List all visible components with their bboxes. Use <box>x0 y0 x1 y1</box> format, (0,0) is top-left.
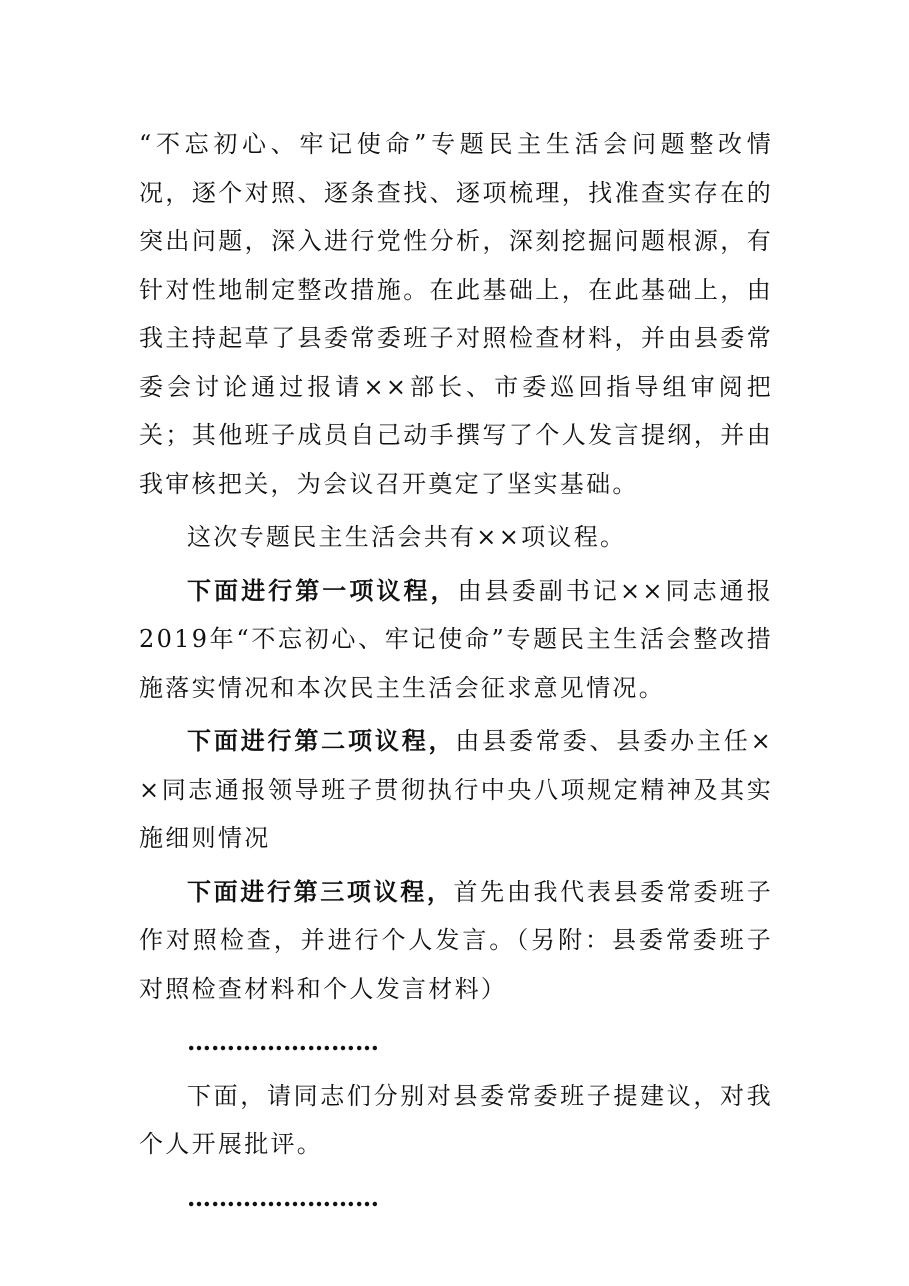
paragraph-agenda-item-1 <box>139 567 773 713</box>
paragraph-intro: “不忘初心、牢记使命”专题民主生活会问题整改情况，逐个对照、逐条查找、逐项梳理，找准查实存在的突出问题，深入进行党性分析，深刻挖掘问题根源，有针对性地制定整改措施。在此基础上，在此基础上，由我主持起草了县委常委班子对照检查材料，并由县委常委会讨论通过报请××部长、市委巡回指导组审阅把关；其他班子成员自己动手撰写了个人发言提纲，并由我审核把关，为会议召开奠定了坚实基础。 <box>139 130 773 498</box>
document-body <box>139 120 773 1227</box>
agenda-item-3-heading: 下面进行第三项议程， <box>187 876 454 906</box>
agenda-item-2-heading: 下面进行第二项议程， <box>187 726 456 755</box>
ellipsis-separator: …………………… <box>187 1027 379 1056</box>
agenda-item-2-text: 由县委常委、县委办主任××同志通报领导班子贯彻执行中央八项规定精神及其实施细则情况 <box>139 727 773 852</box>
ellipsis-separator: …………………… <box>187 1182 379 1212</box>
agenda-item-1-text: 由县委副书记××同志通报2019年“不忘初心、牢记使命”专题民主生活会整改措施落实情况和本次民主生活会征求意见情况。 <box>139 576 773 702</box>
paragraph-agenda-count: 这次专题民主生活会共有××项议程。 <box>187 523 627 551</box>
paragraph-agenda-item-2 <box>139 717 773 863</box>
agenda-item-1-heading: 下面进行第一项议程， <box>187 575 458 605</box>
paragraph-criticism-invite: 下面，请同志们分别对县委常委班子提建议，对我个人开展批评。 <box>139 1081 773 1158</box>
paragraph-agenda-item-3 <box>139 868 773 1014</box>
agenda-item-3-text: 首先由我代表县委常委班子作对照检查，并进行个人发言。（另附：县委常委班子对照检查材料和个人发言材料） <box>139 877 774 1003</box>
